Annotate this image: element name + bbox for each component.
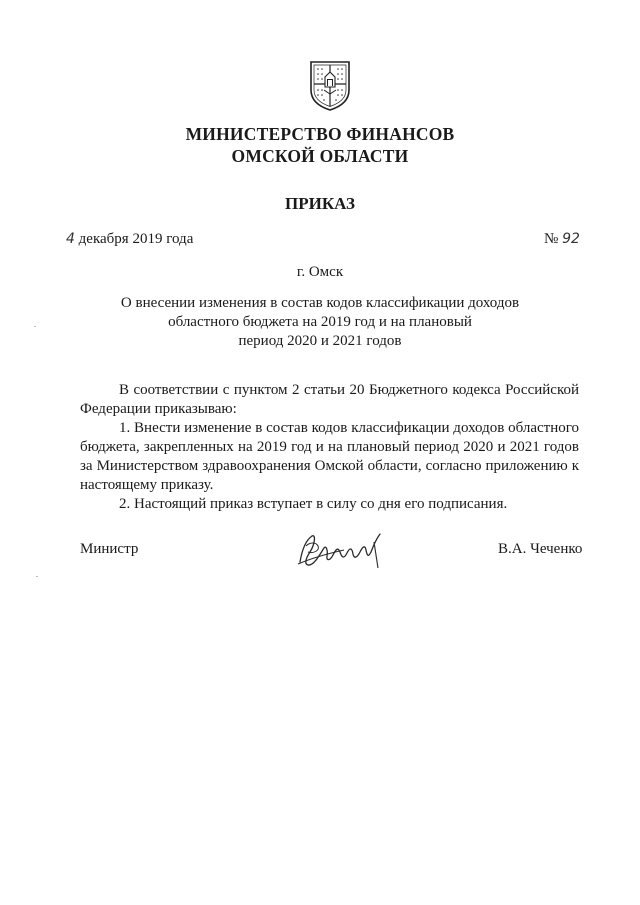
scan-speck [36, 576, 38, 577]
body-line-6: настоящему приказу. [80, 477, 214, 493]
subject-line-2: областного бюджета на 2019 год и на плановый [168, 314, 472, 330]
order-number-value: 92 [562, 231, 580, 247]
order-number [544, 231, 580, 248]
order-date-rest: декабря 2019 года [74, 231, 194, 247]
document-type: ПРИКАЗ [285, 194, 355, 213]
organization-name-line1: МИНИСТЕРСТВО ФИНАНСОВ [185, 124, 455, 144]
subject-line-1: О внесении изменения в состав кодов классификации доходов [120, 295, 520, 311]
signer-name: В.А. Чеченко [498, 541, 583, 557]
body-line-2: Федерации приказываю: [80, 401, 237, 417]
handwritten-signature [292, 528, 388, 572]
scan-speck [34, 326, 36, 327]
order-number-prefix: № [544, 231, 563, 247]
omsk-coat-of-arms-icon [308, 60, 352, 112]
body-line-5: за Министерством здравоохранения Омской области, согласно приложению к [80, 458, 579, 474]
signer-position: Министр [80, 541, 139, 557]
order-date [66, 231, 193, 248]
body-line-4: бюджета, закрепленных на 2019 год и на плановый период 2020 и 2021 годов [80, 439, 579, 455]
body-line-7: 2. Настоящий приказ вступает в силу со дня его подписания. [119, 496, 508, 512]
order-date-day: 4 [66, 231, 75, 247]
body-line-3: 1. Внести изменение в состав кодов классификации доходов областного [119, 420, 579, 436]
subject-line-3: период 2020 и 2021 годов [238, 333, 402, 349]
city: г. Омск [296, 264, 344, 280]
organization-name-line2: ОМСКОЙ ОБЛАСТИ [231, 146, 409, 166]
body-line-1: В соответствии с пунктом 2 статьи 20 Бюджетного кодекса Российской [119, 382, 579, 398]
